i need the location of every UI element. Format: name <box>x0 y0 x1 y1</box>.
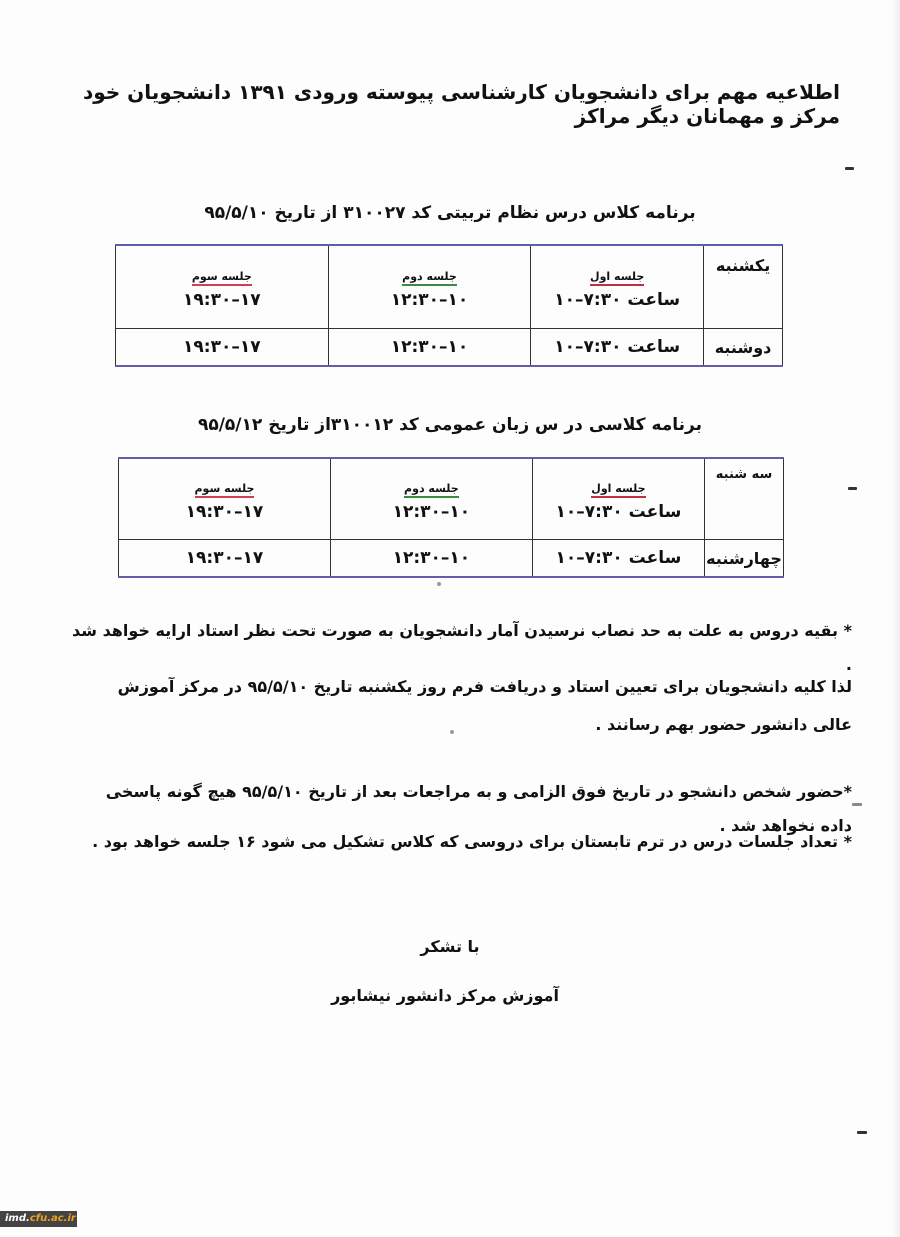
note-paragraph: * بقیه دروس به علت به حد نصاب نرسیدن آمار دانشجویان به صورت تحت نظر استاد ارایه خواهد شد . <box>72 621 852 674</box>
scan-mark <box>848 487 857 490</box>
scan-mark <box>857 1131 867 1134</box>
session-cell <box>531 329 704 367</box>
note-paragraph: لذا کلیه دانشجویان برای تعیین استاد و دریافت فرم روز یکشنبه تاریخ ۹۵/۵/۱۰ در مرکز آموزش عالی دانشور حضور بهم رسانند . <box>117 677 852 734</box>
session-cell <box>116 245 329 329</box>
schedule-2-heading: برنامه کلاسی در س زبان عمومی کد ۳۱۰۰۱۲از تاریخ ۹۵/۵/۱۲ <box>197 415 703 435</box>
closing-text: با تشکر <box>420 937 480 956</box>
session-time: ۱۷–۱۹:۳۰ <box>183 289 261 310</box>
session-label: جلسه اول <box>591 482 645 498</box>
session-cell <box>532 458 704 540</box>
session-cell <box>330 540 532 578</box>
session-cell <box>328 329 531 367</box>
session-cell <box>116 329 329 367</box>
session-time: ساعت ۷:۳۰–۱۰ <box>554 337 681 357</box>
session-time: ۱۷–۱۹:۳۰ <box>185 501 264 522</box>
session-label: جلسه سوم <box>192 270 252 286</box>
session-label: جلسه اول <box>590 270 644 286</box>
document-title: اطلاعیه مهم برای دانشجویان کارشناسی پیوسته ورودی ۱۳۹۱ دانشجویان خود مرکز و مهمانان دیگر مراکز <box>82 80 840 128</box>
session-time: ۱۰–۱۲:۳۰ <box>390 289 469 310</box>
session-cell <box>328 245 531 329</box>
schedule-1-table <box>115 244 783 367</box>
schedule-1-heading: برنامه کلاس درس نظام تربیتی کد ۳۱۰۰۲۷ از تاریخ ۹۵/۵/۱۰ <box>204 203 696 223</box>
session-time: ۱۰–۱۲:۳۰ <box>390 337 469 357</box>
session-time: ساعت ۷:۳۰–۱۰ <box>554 289 681 310</box>
day-cell: سه شنبه <box>705 458 784 540</box>
session-label: جلسه دوم <box>402 270 457 286</box>
day-cell: دوشنبه <box>704 329 783 367</box>
session-cell <box>532 540 704 578</box>
session-time: ساعت ۷:۳۰–۱۰ <box>555 548 682 568</box>
day-cell: یکشنبه <box>704 245 783 329</box>
session-time: ۱۷–۱۹:۳۰ <box>185 548 264 568</box>
table-row <box>119 540 784 578</box>
table-row <box>119 458 784 540</box>
signature-text: آموزش مرکز دانشور نیشابور <box>331 986 559 1005</box>
session-time: ۱۰–۱۲:۳۰ <box>392 548 471 568</box>
scan-speck <box>437 582 441 586</box>
table-row <box>116 329 783 367</box>
session-cell <box>330 458 532 540</box>
session-label: جلسه سوم <box>195 482 255 498</box>
note-paragraph: *حضور شخص دانشجو در تاریخ فوق الزامی و به مراجعات بعد از تاریخ ۹۵/۵/۱۰ هیچ گونه پاسخی داده نخواهد شد . <box>105 782 852 835</box>
watermark-prefix: imd. <box>5 1213 30 1224</box>
note-paragraph: * تعداد جلسات درس در ترم تابستان برای دروسی که کلاس تشکیل می شود ۱۶ جلسه خواهد بود . <box>92 832 852 851</box>
session-time: ساعت ۷:۳۰–۱۰ <box>555 501 682 522</box>
scan-mark <box>852 803 862 806</box>
site-watermark <box>0 1211 77 1227</box>
session-cell <box>119 540 331 578</box>
session-time: ۱۷–۱۹:۳۰ <box>183 337 261 357</box>
scan-mark <box>845 167 854 170</box>
session-cell <box>119 458 331 540</box>
schedule-2-table <box>118 457 784 578</box>
session-cell <box>531 245 704 329</box>
session-time: ۱۰–۱۲:۳۰ <box>392 501 471 522</box>
page-edge <box>892 0 900 1237</box>
session-label: جلسه دوم <box>404 482 459 498</box>
table-row <box>116 245 783 329</box>
scan-speck <box>450 730 454 734</box>
watermark-domain: cfu.ac.ir <box>29 1213 76 1224</box>
day-cell: چهارشنبه <box>705 540 784 578</box>
